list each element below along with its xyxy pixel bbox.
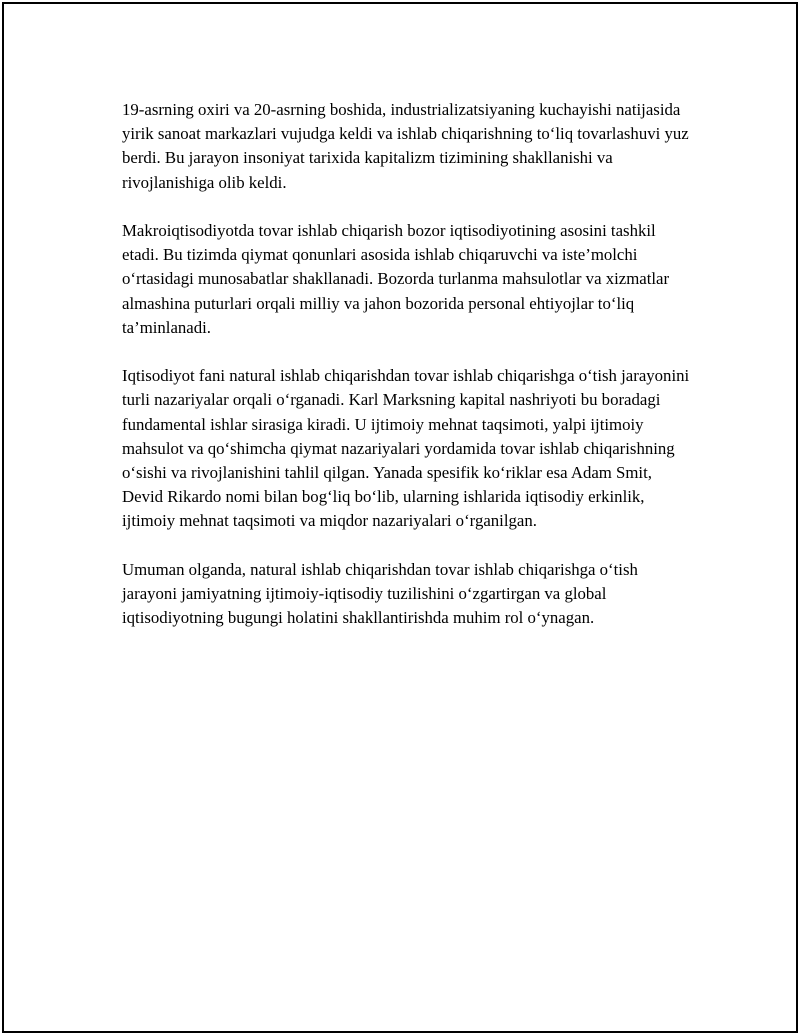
paragraph-3: Iqtisodiyot fani natural ishlab chiqarishdan tovar ishlab chiqarishga o‘tish jarayonini turli nazariyalar orqali o‘rganadi. Karl Marksning kapital nashriyoti bu boradagi fundamental ishlar sirasiga kiradi. U ijtimoiy mehnat taqsimoti, yalpi ijtimoiy mahsulot va qo‘shimcha qiymat nazariyalari yordamida tovar ishlab chiqarishning o‘sishi va rivojlanishini tahlil qilgan. Yanada spesifik ko‘riklar esa Adam Smit, Devid Rikardo nomi bilan bog‘liq bo‘lib, ularning ishlarida iqtisodiy erkinlik, ijtimoiy mehnat taqsimoti va miqdor nazariyalari o‘rganilgan. xyxy=(122,366,690,531)
paragraph-2: Makroiqtisodiyotda tovar ishlab chiqarish bozor iqtisodiyotining asosini tashkil etadi. Bu tizimda qiymat qonunlari asosida ishlab chiqaruvchi va iste’molchi o‘rtasidagi munosabatlar shakllanadi. Bozorda turlanma mahsulotlar va xizmatlar almashina puturlari orqali milliy va jahon bozorida personal ehtiyojlar to‘liq ta’minlanadi. xyxy=(122,221,670,337)
document-body xyxy=(122,98,692,630)
paragraph-4: Umuman olganda, natural ishlab chiqarishdan tovar ishlab chiqarishga o‘tish jarayoni jamiyatning ijtimoiy-iqtisodiy tuzilishini o‘zgartirgan va global iqtisodiyotning bugungi holatini shakllantirishda muhim rol o‘ynagan. xyxy=(122,559,638,628)
page-frame xyxy=(2,2,798,1033)
paragraph-1: 19-asrning oxiri va 20-asrning boshida, industrializatsiyaning kuchayishi natijasida yirik sanoat markazlari vujudga keldi va ishlab chiqarishning to‘liq tovarlashuvi yuz berdi. Bu jarayon insoniyat tarixida kapitalizm tizimining shakllanishi va rivojlanishiga olib keldi. xyxy=(122,100,689,192)
